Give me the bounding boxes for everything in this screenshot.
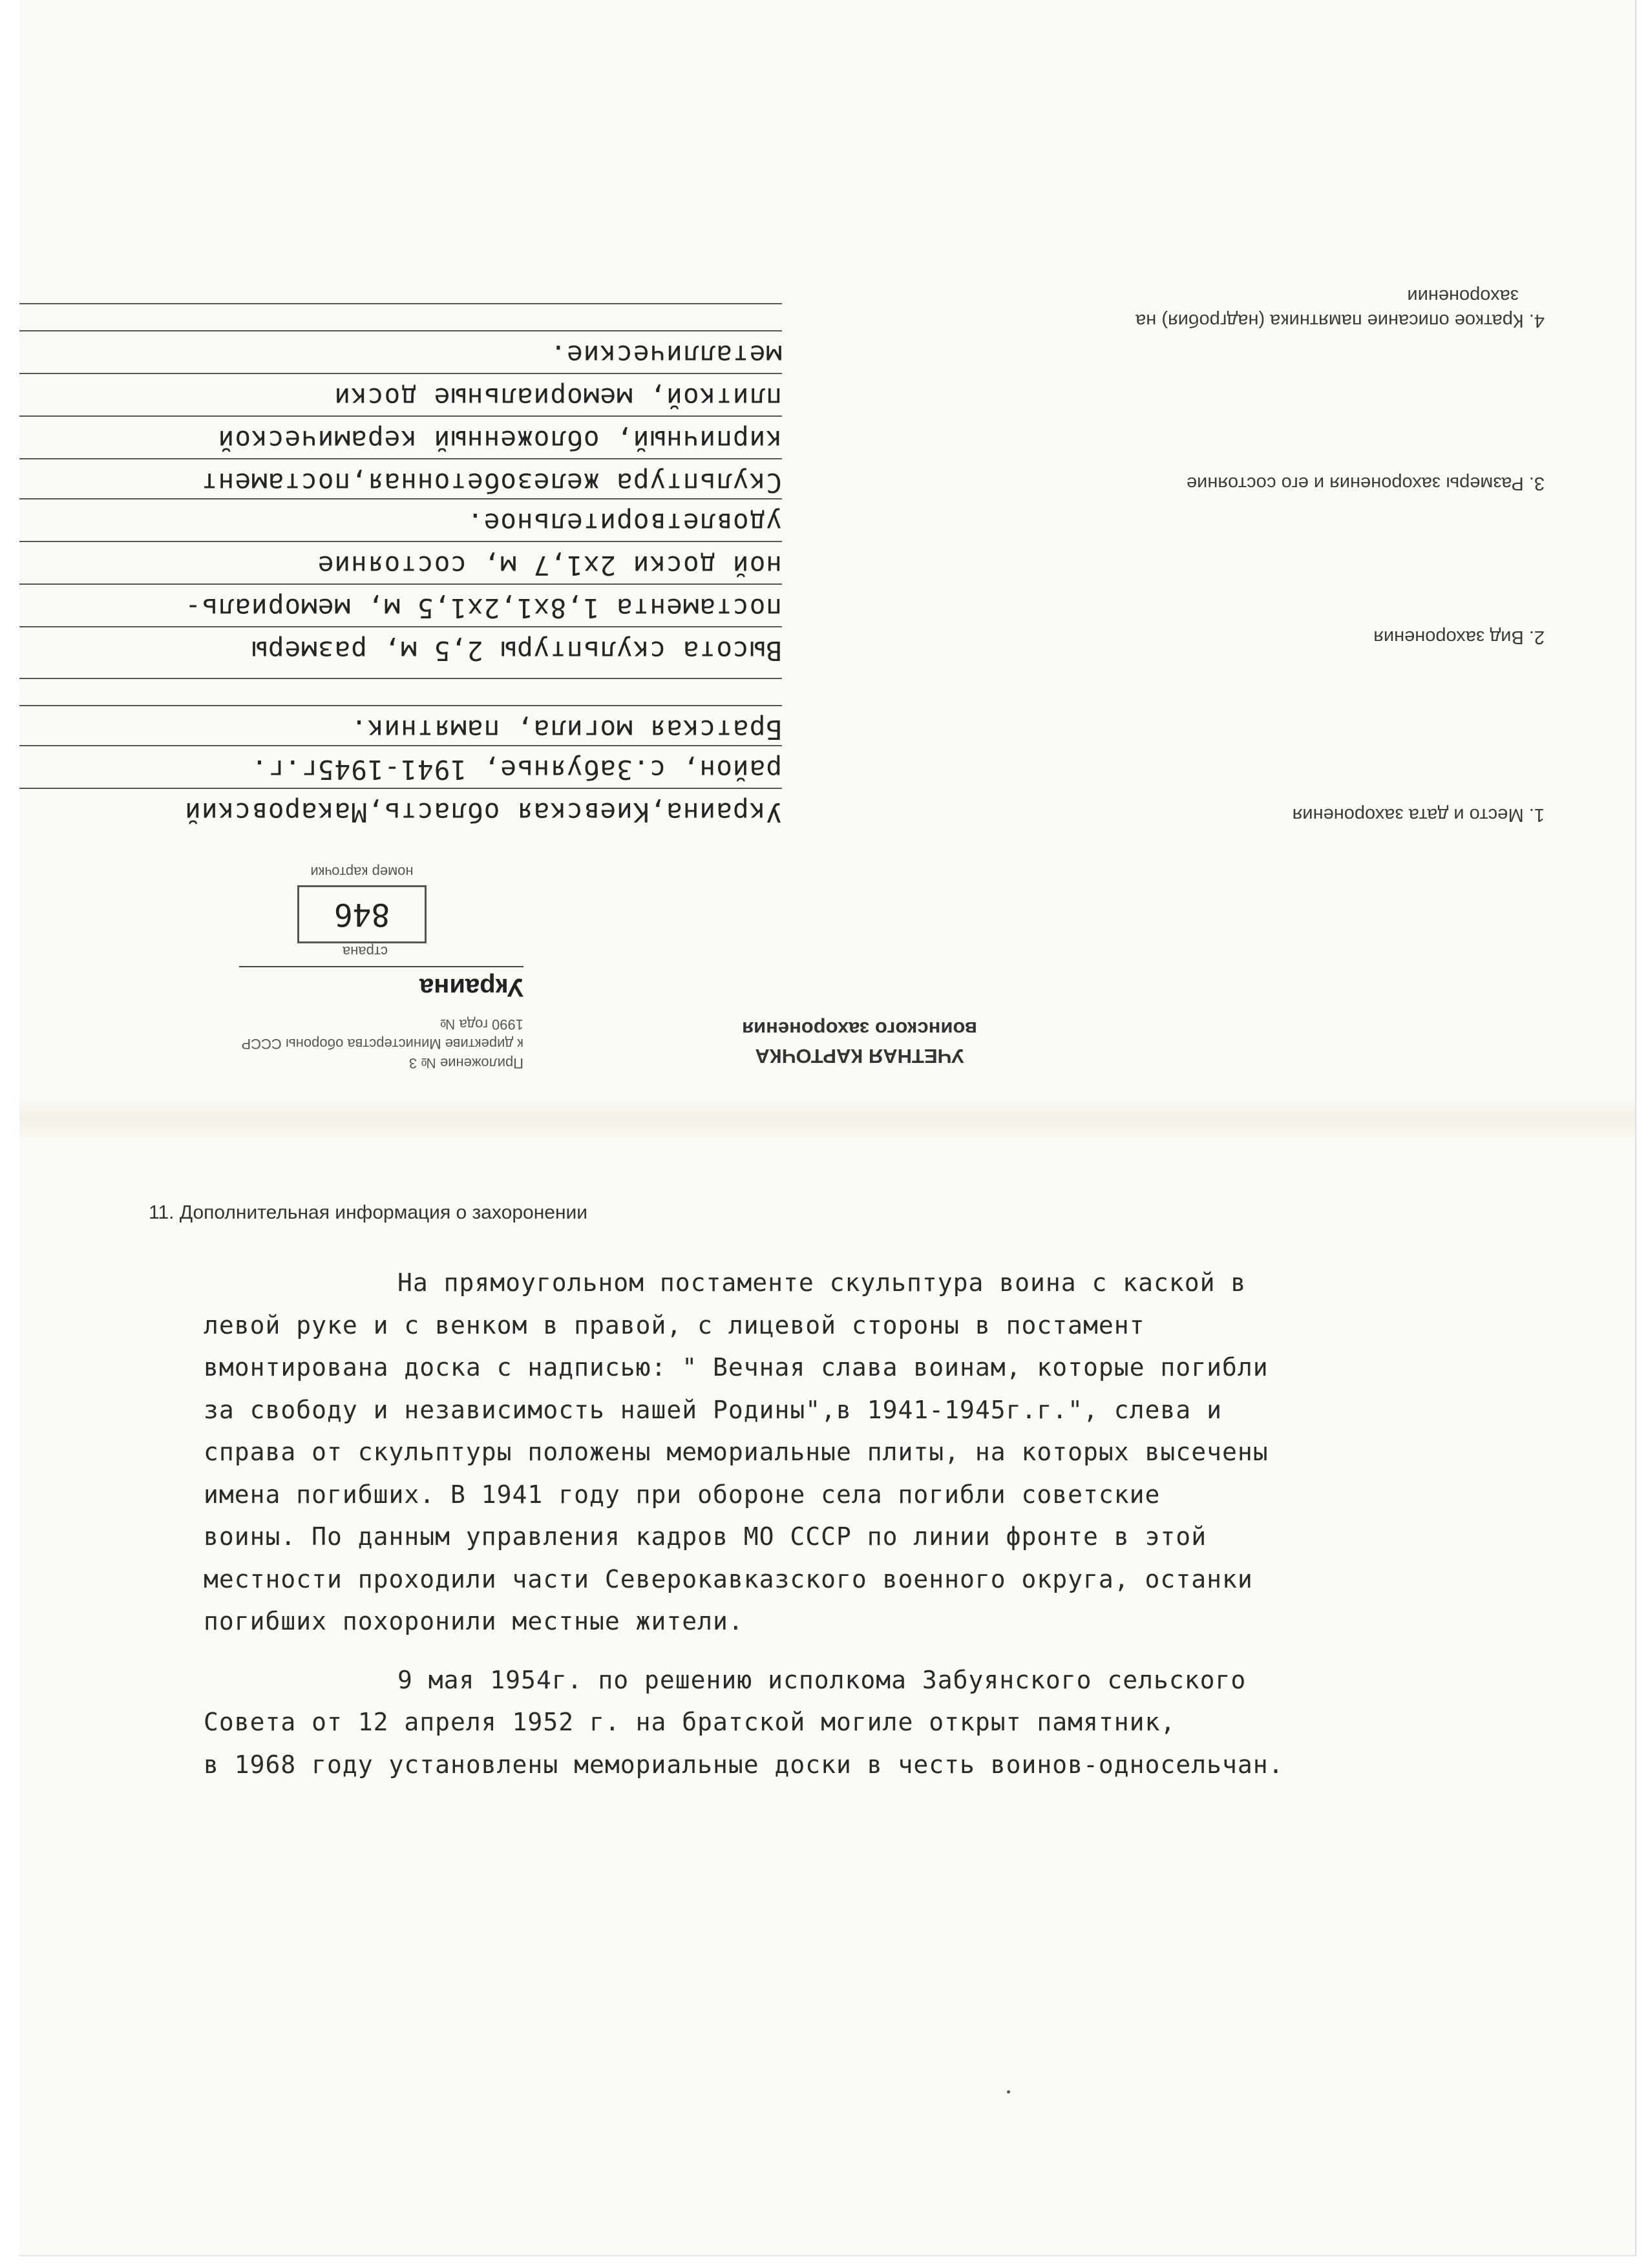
text-line: 9 мая 1954г. по решению исполкома Забуянского сельского [397,1665,1247,1694]
field-1-label: 1. Место и дата захоронения [1292,804,1545,825]
paragraph-2 [204,1661,1625,1788]
text-line: за свободу и независимость нашей Родины",в 1941-1945г.г.", слева и [204,1395,1222,1424]
paper-fold [19,1098,1635,1144]
field-4-value [19,303,782,501]
field-line: металлические. [19,330,782,373]
field-line-blank [19,678,782,705]
field-3-value [19,498,782,669]
text-line: левой руке и с венком в правой, с лицевой стороны в постамент [204,1310,1145,1339]
text-line: справа от скульптуры положены мемориальные плиты, на которых высечены [204,1438,1269,1466]
text-line: На прямоугольном постаменте скульптура воина с каской в [397,1268,1247,1297]
text-line: погибших похоронили местные жители. [204,1607,744,1635]
field-line: постамента 1,8х1,2х1,5 м, мемориаль- [19,583,782,626]
text-line: Совета от 12 апреля 1952 г. на братской могиле открыт памятник, [204,1708,1176,1736]
additional-info-text [204,1263,1625,1787]
card-title: УЧЕТНАЯ КАРТОЧКА воинского захоронения [741,1018,978,1067]
text-line: в 1968 году установлены мемориальные доски в честь воинов-односельчан. [204,1750,1284,1779]
field-line: Братская могила, памятник. [19,705,782,748]
field-line: ной доски 2х1,7 м, состояние [19,541,782,583]
document-page [19,0,1636,2256]
text-line: местности проходили части Северокавказского военного округа, останки [204,1564,1253,1593]
field-4-label: 4. Краткое описание памятника (надгробия) на захоронении [1136,286,1545,331]
field-line: Украина,Киевская область,Макаровский [19,788,782,830]
country-value: Украина [239,966,523,1002]
country-label: страна [343,943,388,960]
field-line: Скульптура железобетонная,постамент [19,458,782,501]
field-line: удовлетворительное. [19,498,782,541]
field-2-label: 2. Вид захоронения [1373,627,1545,647]
card-number-label: номер карточки [310,864,414,880]
field-3-label: 3. Размеры захоронения и его состояние [1186,473,1545,494]
registration-card-upside-down [19,0,1635,1098]
field-1-value [19,745,782,830]
field-line: кирпичный, обложенный керамической [19,415,782,458]
ink-dot [1007,2090,1010,2094]
field-line: Высота скульптуры 2,5 м, размеры [19,626,782,669]
field-line: плиткой, мемориальные доски [19,373,782,415]
field-2-value [19,678,782,748]
text-line: воины. По данным управления кадров МО СССР по линии фронте в этой [204,1522,1207,1551]
appendix-note: Приложение № 3 к директиве Министерства обороны СССР 1990 года № [241,1016,523,1071]
text-line: вмонтирована доска с надписью: " Вечная слава воинам, которые погибли [204,1353,1269,1381]
field-line: район, с.Забуянье, 1941-1945г.г. [19,745,782,788]
card-number-box: 846 [297,885,427,943]
field-line-blank [19,303,782,330]
text-line: имена погибших. В 1941 году при обороне села погибли советские [204,1480,1161,1509]
section-11-title: 11. Дополнительная информация о захоронении [149,1202,588,1223]
paragraph-1 [204,1263,1625,1644]
